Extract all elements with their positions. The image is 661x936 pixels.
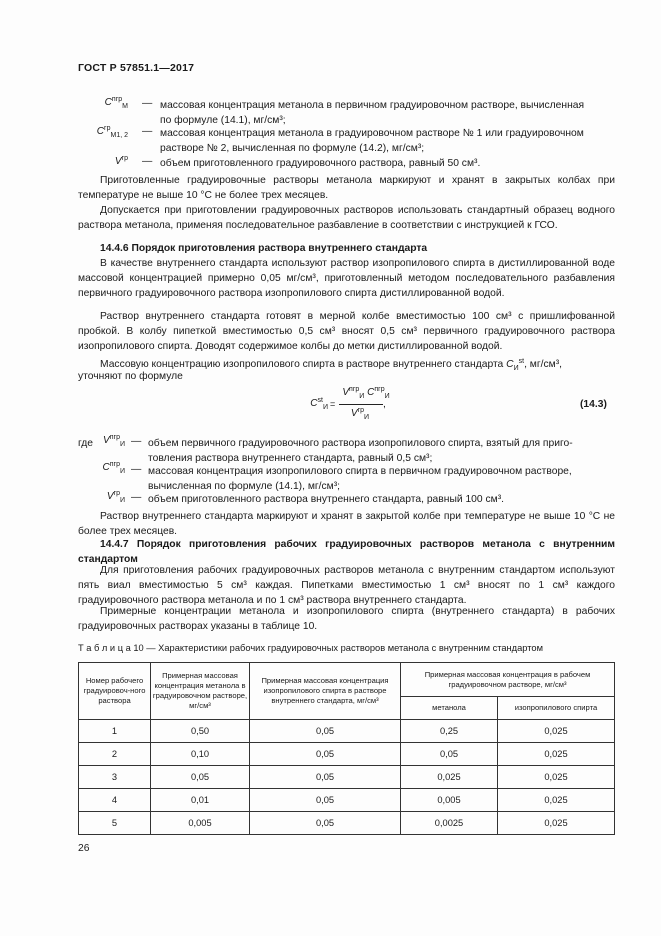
table-cell: 0,10 (151, 743, 250, 766)
paragraph: В качестве внутреннего стандарта используют раствор изопропилового спирта в дистиллированной воде массовой концентрацией примерно 0,05 мг/см³, приготовленный методом последовательного разбавления первичного градуировочного раствора изопропилового спирта дистиллированной водой. (78, 258, 615, 299)
page-number: 26 (78, 843, 90, 854)
symbol-c-i-pgr: $C^{пгр}_И$ (102, 461, 125, 475)
where-label: где (78, 438, 94, 449)
formula-comma: , (383, 399, 386, 410)
column-group-header: Примерная массовая концентрация в рабочем градуировочном растворе, мг/см³ (401, 663, 615, 697)
def-dash: — (142, 98, 153, 109)
document-header: ГОСТ Р 57851.1—2017 (78, 62, 195, 74)
table-cell: 0,025 (498, 789, 615, 812)
formula-equals: = (330, 399, 336, 409)
symbol-v-gr: $V^{гр}$ (114, 155, 128, 167)
table-cell: 0,005 (151, 812, 250, 835)
def-dash: — (131, 492, 142, 503)
table-cell: 0,01 (151, 789, 250, 812)
table-cell: 0,50 (151, 720, 250, 743)
def-text: растворе № 2, вычисленная по формуле (14.2), мг/см³; (160, 143, 425, 154)
formula-number: (14.3) (580, 399, 607, 410)
table-row (79, 812, 615, 835)
table-cell: 0,025 (498, 812, 615, 835)
formula-lhs: $Cst_И$ (310, 397, 328, 411)
def-text: массовая концентрация метанола в первичном градуировочном растворе, вычисленная (160, 100, 585, 111)
table-cell: 4 (79, 789, 151, 812)
symbol-c-m12-gr: $C^{гр}_{М1, 2}$ (96, 125, 128, 139)
table-cell: 0,025 (498, 720, 615, 743)
def-dash: — (131, 436, 142, 447)
table-cell: 3 (79, 766, 151, 789)
def-dash: — (131, 464, 142, 475)
table-cell: 0,05 (151, 766, 250, 789)
section-heading: 14.4.6 Порядок приготовления раствора внутреннего стандарта (100, 243, 428, 254)
def-text: массовая концентрация изопропилового спирта в первичном градуировочном растворе, (148, 466, 572, 477)
def-text: объем приготовленного градуировочного раствора, равный 50 см³. (160, 158, 481, 169)
table-caption: Т а б л и ц а 10 — Характеристики рабочих градуировочных растворов метанола с внутренним стандартом (78, 643, 543, 653)
table-cell: 0,05 (250, 812, 401, 835)
table-cell: 0,05 (250, 789, 401, 812)
table-cell: 2 (79, 743, 151, 766)
table-row (79, 789, 615, 812)
table-cell: 0,05 (250, 766, 401, 789)
paragraph: Раствор внутреннего стандарта маркируют и хранят в закрытой колбе при температуре не выше 10 °С не более трех месяцев. (78, 511, 615, 537)
symbol-c-m-pgr: $C^{пгр}_М$ (104, 96, 128, 110)
column-header: изопропилового спирта (498, 697, 615, 720)
fraction-bar (339, 404, 383, 405)
symbol-v-i-gr: $V^{гр}_И$ (106, 490, 125, 504)
table-row (79, 743, 615, 766)
table-cell: 0,05 (250, 720, 401, 743)
def-text: объем первичного градуировочного раствора изопропилового спирта, взятый для приго- (148, 438, 573, 449)
table-row (79, 720, 615, 743)
column-header: метанола (401, 697, 498, 720)
table-cell: 0,25 (401, 720, 498, 743)
table-row (79, 766, 615, 789)
def-text: массовая концентрация метанола в градуировочном растворе № 1 или градуировочном (160, 128, 584, 139)
paragraph: Приготовленные градуировочные растворы метанола маркируют и хранят в закрытых колбах при температуре не выше 10 °С не более трех месяцев. (78, 175, 615, 201)
table-cell: 0,025 (401, 766, 498, 789)
paragraph: Примерные концентрации метанола и изопропилового спирта (внутреннего стандарта) в рабочих градуировочных растворах указаны в таблице 10. (78, 606, 615, 632)
table-cell: 0,025 (498, 743, 615, 766)
formula-denominator: $V^{гр}_И$ (350, 407, 370, 421)
table-cell: 0,0025 (401, 812, 498, 835)
paragraph: уточняют по формуле (78, 371, 183, 382)
def-dash: — (142, 126, 153, 137)
table-cell: 0,05 (401, 743, 498, 766)
table-cell: 0,025 (498, 766, 615, 789)
data-table (78, 662, 615, 835)
column-header: Примерная массовая концентрация метанола в градуировочном растворе, мг/см³ (151, 663, 250, 720)
paragraph: Раствор внутреннего стандарта готовят в мерной колбе вместимостью 100 см³ с пришлифованной пробкой. В колбу пипеткой вместимостью 0,5 см³ вносят 0,5 см³ первичного градуировочного раствора изопропилового спирта. Доводят содержимое колбы до метки дистиллированной водой. (78, 311, 615, 352)
paragraph: Для приготовления рабочих градуировочных растворов метанола с внутренним стандартом используют пять виал вместимостью 5 см³ каждая. Пипетками вместимостью 1 см³ вносят по 1 см³ каждого градуировочного раствора метанола и по 1 см³ раствора внутреннего стандарта. (78, 565, 615, 606)
paragraph: Массовую концентрацию изопропилового спирта в растворе внутреннего стандарта $C_Иst$, мг/см³, (100, 358, 563, 372)
def-text: вычисленная по формуле (14.1), мг/см³; (148, 481, 341, 492)
formula-numerator: $V^{пгр}_И$ $C^{пгр}_И$ (342, 386, 390, 400)
column-header: Номер рабочего градуировоч-ного раствора (79, 663, 151, 720)
table-cell: 1 (79, 720, 151, 743)
def-dash: — (142, 156, 153, 167)
paragraph: Допускается при приготовлении градуировочных растворов использовать стандартный образец водного раствора метанола, применяя последовательное разбавление в соответствии с инструкцией к ГСО. (78, 205, 615, 231)
table-cell: 5 (79, 812, 151, 835)
def-text: объем приготовленного раствора внутреннего стандарта, равный 100 см³. (148, 494, 505, 505)
table-cell: 0,005 (401, 789, 498, 812)
def-text: по формуле (14.1), мг/см³; (160, 115, 286, 126)
symbol-v-i-pgr: $V^{пгр}_И$ (103, 434, 125, 448)
def-text: товления раствора внутреннего стандарта, равный 0,5 см³; (148, 453, 433, 464)
table-cell: 0,05 (250, 743, 401, 766)
column-header: Примерная массовая концентрация изопропилового спирта в растворе внутреннего стандарта, мг/см³ (250, 663, 401, 720)
section-heading: 14.4.7 Порядок приготовления рабочих градуировочных растворов метанола с внутренним стандартом (78, 539, 615, 565)
